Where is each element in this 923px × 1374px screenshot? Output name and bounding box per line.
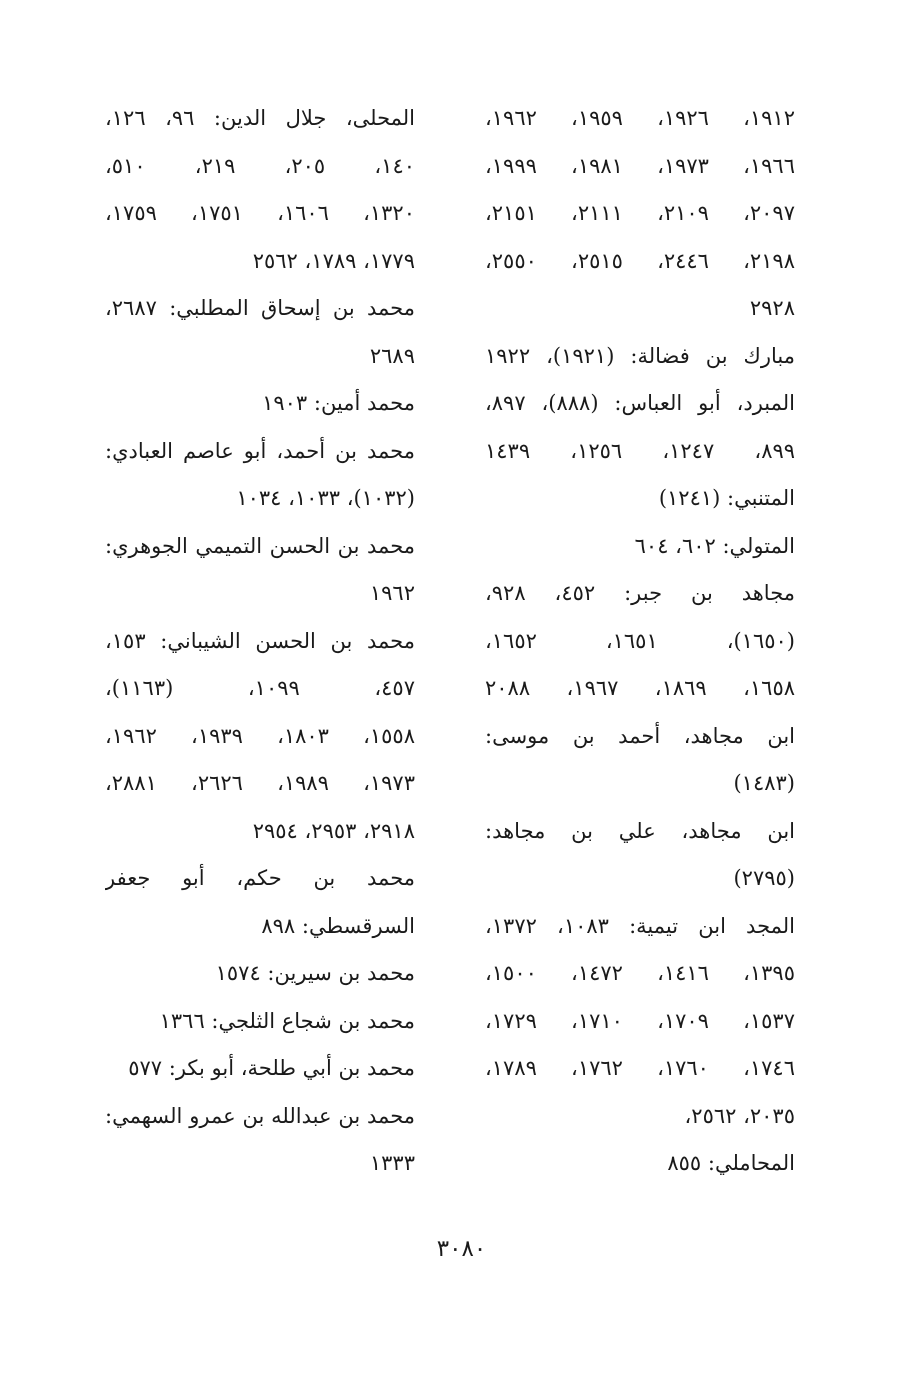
index-line: محمد بن سيرين: ١٥٧٤ <box>215 961 415 985</box>
index-line: محمد بن شجاع الثلجي: ١٣٦٦ <box>159 1008 415 1033</box>
index-line: ١٣٢٠، ١٦٠٦، ١٧٥١، ١٧٥٩، <box>105 201 415 225</box>
index-line: المبرد، أبو العباس: (٨٨٨)، ٨٩٧، <box>485 391 795 415</box>
index-line: ٢٩١٨، ٢٩٥٣، ٢٩٥٤ <box>252 818 415 843</box>
index-line: ١٩٧٣، ١٩٨٩، ٢٦٢٦، ٢٨٨١، <box>105 771 415 795</box>
index-line: ١٩١٢، ١٩٢٦، ١٩٥٩، ١٩٦٢، <box>485 106 795 130</box>
index-line: المحاملي: ٨٥٥ <box>667 1151 795 1175</box>
index-line: ١٥٣٧، ١٧٠٩، ١٧١٠، ١٧٢٩، <box>485 1008 795 1033</box>
index-line: محمد بن الحسن التميمي الجوهري: <box>105 533 415 558</box>
index-line: محمد بن إسحاق المطلبي: ٢٦٨٧، <box>105 296 415 320</box>
index-line: ٢٩٢٨ <box>749 296 795 320</box>
index-line: ٢٠٣٥، ٢٥٦٢، <box>684 1103 795 1128</box>
index-line: ٤٥٧، ١٠٩٩، (١١٦٣)، <box>105 676 415 700</box>
index-line: ١٦٥٨، ١٨٦٩، ١٩٦٧، ٢٠٨٨ <box>485 676 795 700</box>
index-line: ٢٦٨٩ <box>369 343 415 368</box>
index-line: ١٣٣٣ <box>369 1151 415 1175</box>
index-line: السرقسطي: ٨٩٨ <box>261 913 415 938</box>
index-column-right <box>485 95 795 1188</box>
index-line: محمد بن عبدالله بن عمرو السهمي: <box>105 1103 415 1128</box>
index-line: محمد بن أبي طلحة، أبو بكر: ٥٧٧ <box>128 1056 415 1080</box>
page-number: ٣٠٨٠ <box>436 1236 487 1262</box>
index-line: ابن مجاهد، أحمد بن موسى: <box>485 723 795 748</box>
index-line: محمد أمين: ١٩٠٣ <box>262 391 415 415</box>
index-line: ١٧٧٩، ١٧٨٩، ٢٥٦٢ <box>252 248 415 273</box>
index-line: المتولي: ٦٠٢، ٦٠٤ <box>634 533 795 558</box>
index-line: ١٩٦٦، ١٩٧٣، ١٩٨١، ١٩٩٩، <box>485 153 795 178</box>
index-line: مجاهد بن جبر: ٤٥٢، ٩٢٨، <box>485 581 795 605</box>
index-line: ٢١٩٨، ٢٤٤٦، ٢٥١٥، ٢٥٥٠، <box>485 248 795 273</box>
index-line: محمد بن أحمد، أبو عاصم العبادي: <box>105 438 415 463</box>
index-line: ١٣٩٥، ١٤١٦، ١٤٧٢، ١٥٠٠، <box>485 961 795 985</box>
index-line: محمد بن حكم، أبو جعفر <box>105 866 415 890</box>
index-line: (١٤٨٣) <box>733 771 795 795</box>
index-line: (٢٧٩٥) <box>733 866 795 890</box>
index-line: مبارك بن فضالة: (١٩٢١)، ١٩٢٢ <box>485 343 795 368</box>
index-line: ١٩٦٢ <box>369 581 415 605</box>
index-line: (١٦٥٠)، ١٦٥١، ١٦٥٢، <box>485 628 795 653</box>
index-line: ابن مجاهد، علي بن مجاهد: <box>485 818 795 843</box>
index-column-left <box>105 95 415 1188</box>
index-line: ١٧٤٦، ١٧٦٠، ١٧٦٢، ١٧٨٩، <box>485 1056 795 1080</box>
index-line: ١٤٠، ٢٠٥، ٢١٩، ٥١٠، <box>105 153 415 178</box>
index-line: ٢٠٩٧، ٢١٠٩، ٢١١١، ٢١٥١، <box>485 201 795 225</box>
index-line: محمد بن الحسن الشيباني: ١٥٣، <box>105 628 415 653</box>
index-line: المجد ابن تيمية: ١٠٨٣، ١٣٧٢، <box>485 913 795 938</box>
index-line: المحلى، جلال الدين: ٩٦، ١٢٦، <box>105 106 415 130</box>
index-line: ١٥٥٨، ١٨٠٣، ١٩٣٩، ١٩٦٢، <box>105 723 415 748</box>
index-line: ٨٩٩، ١٢٤٧، ١٢٥٦، ١٤٣٩ <box>485 438 795 463</box>
index-line: (١٠٣٢)، ١٠٣٣، ١٠٣٤ <box>236 486 415 510</box>
index-line: المتنبي: (١٢٤١) <box>658 486 795 510</box>
